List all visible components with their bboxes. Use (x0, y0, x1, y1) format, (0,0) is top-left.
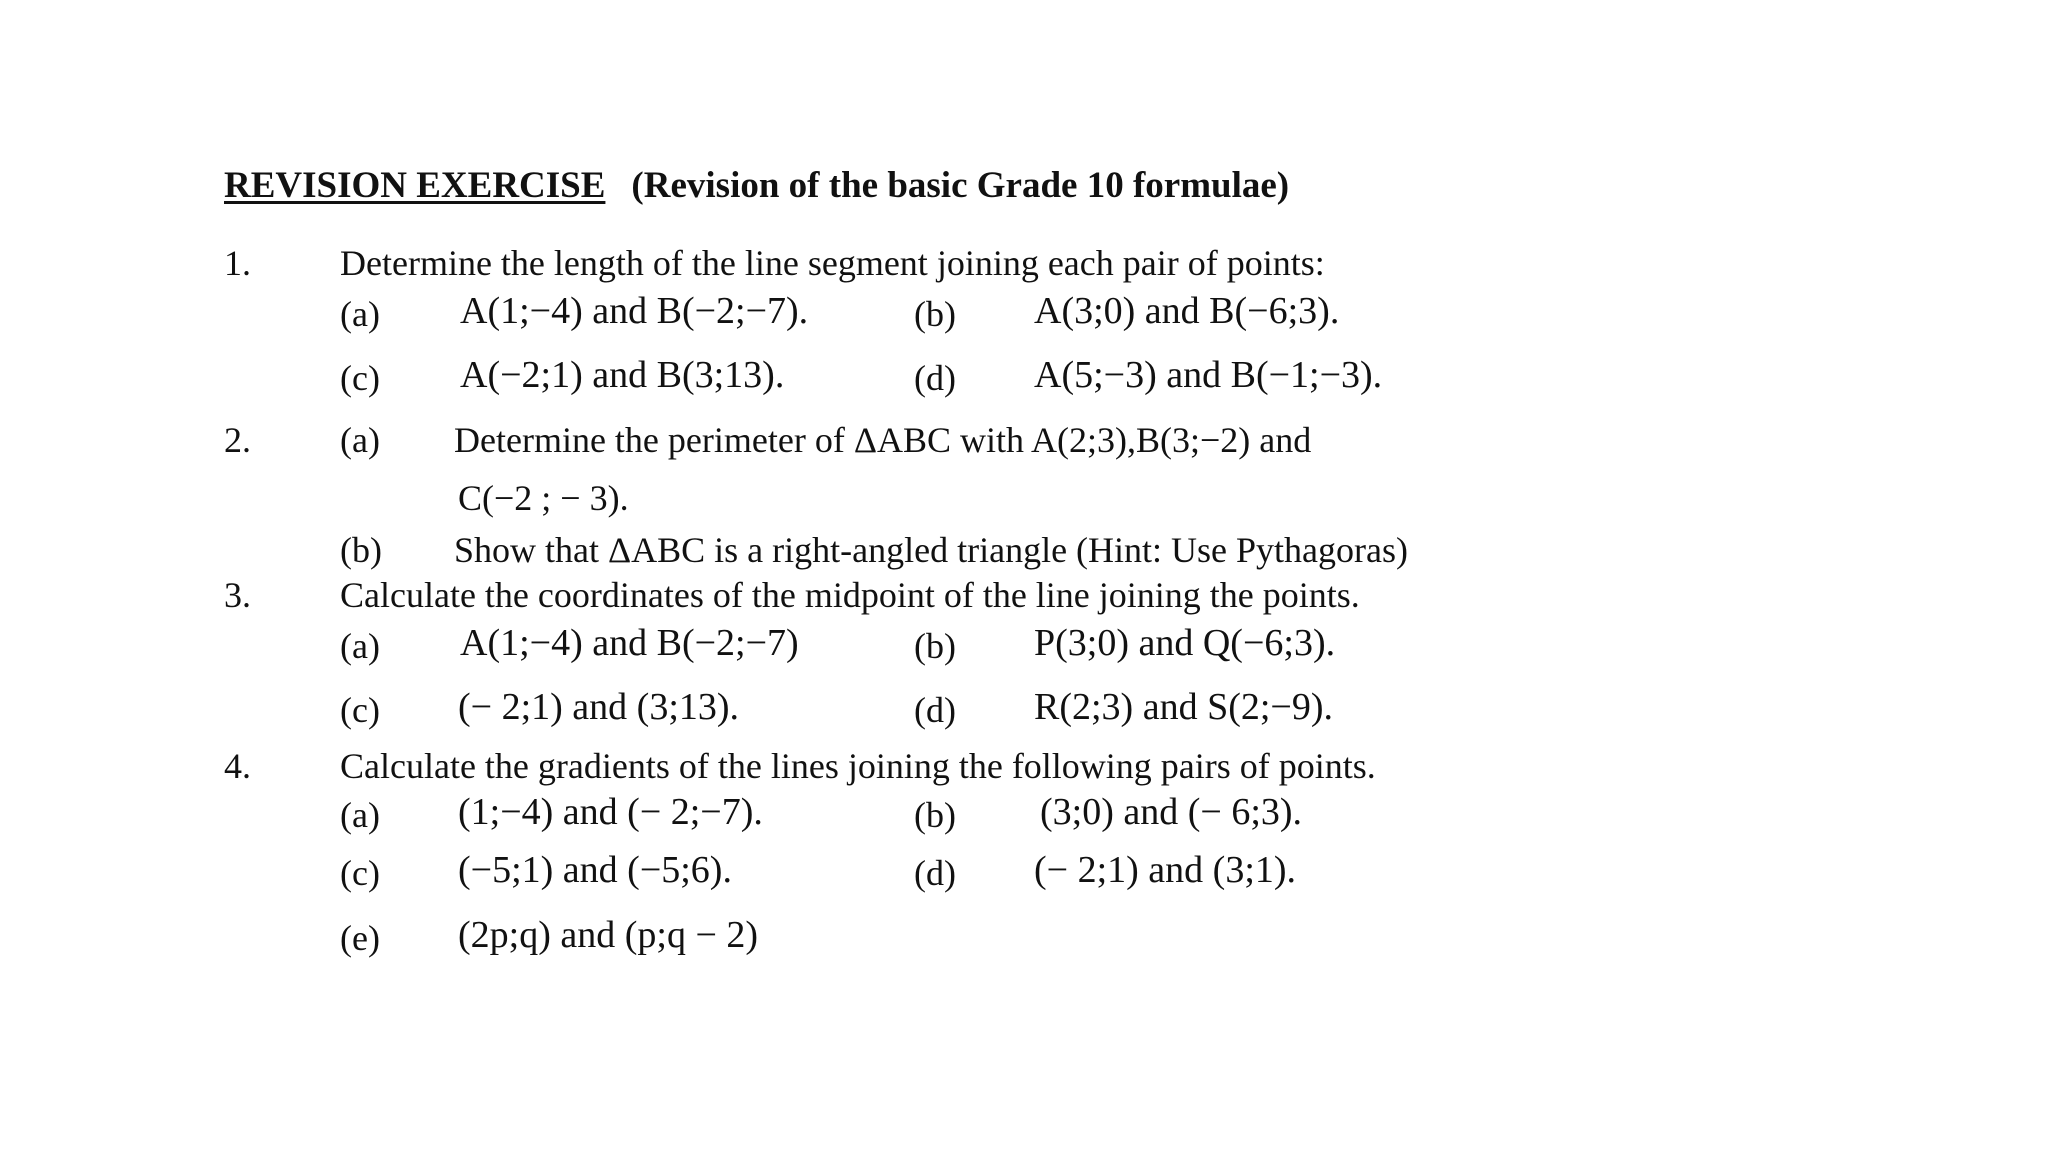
q4-part-a-label: (a) (340, 795, 380, 835)
heading-subtitle: (Revision of the basic Grade 10 formulae) (631, 165, 1290, 206)
q1-part-a-text: A(1;−4) and B(−2;−7). (460, 290, 809, 332)
question-4-number: 4. (224, 746, 251, 786)
page-heading (224, 164, 1289, 207)
q3-part-b-text: P(3;0) and Q(−6;3). (1034, 622, 1336, 664)
question-3-number: 3. (224, 575, 251, 615)
q2-part-a-label: (a) (340, 420, 380, 460)
question-1-number: 1. (224, 243, 251, 283)
q4-part-d-text: (− 2;1) and (3;1). (1034, 849, 1297, 891)
q1-part-a-label: (a) (340, 294, 380, 334)
q3-part-c-label: (c) (340, 690, 380, 730)
q2-part-a-continued: C(−2 ; − 3). (458, 478, 629, 518)
q3-part-a-label: (a) (340, 626, 380, 666)
q3-part-a-text: A(1;−4) and B(−2;−7) (460, 622, 799, 664)
q4-part-b-text: (3;0) and (− 6;3). (1040, 791, 1303, 833)
q1-part-b-text: A(3;0) and B(−6;3). (1034, 290, 1340, 332)
q1-part-b-label: (b) (914, 294, 956, 334)
q1-part-c-label: (c) (340, 358, 380, 398)
question-4-text: Calculate the gradients of the lines joining the following pairs of points. (340, 746, 1376, 786)
q1-part-c-text: A(−2;1) and B(3;13). (460, 354, 785, 396)
q3-part-b-label: (b) (914, 626, 956, 666)
heading-title: REVISION EXERCISE (224, 165, 606, 206)
q4-part-c-label: (c) (340, 853, 380, 893)
q4-part-a-text: (1;−4) and (− 2;−7). (458, 791, 763, 833)
q2-part-b-label: (b) (340, 530, 382, 570)
question-1-text: Determine the length of the line segment joining each pair of points: (340, 243, 1325, 283)
q3-part-c-text: (− 2;1) and (3;13). (458, 686, 740, 728)
q3-part-d-text: R(2;3) and S(2;−9). (1034, 686, 1334, 728)
q4-part-e-text: (2p;q) and (p;q − 2) (458, 914, 759, 956)
q1-part-d-text: A(5;−3) and B(−1;−3). (1034, 354, 1383, 396)
q2-part-b-text: Show that ΔABC is a right-angled triangle (Hint: Use Pythagoras) (454, 530, 1408, 570)
q4-part-e-label: (e) (340, 918, 380, 958)
q3-part-d-label: (d) (914, 690, 956, 730)
q4-part-c-text: (−5;1) and (−5;6). (458, 849, 732, 891)
question-2-number: 2. (224, 420, 251, 460)
question-3-text: Calculate the coordinates of the midpoint of the line joining the points. (340, 575, 1360, 615)
q1-part-d-label: (d) (914, 358, 956, 398)
q4-part-b-label: (b) (914, 795, 956, 835)
q4-part-d-label: (d) (914, 853, 956, 893)
q2-part-a-text: Determine the perimeter of ΔABC with A(2;3),B(3;−2) and (454, 420, 1312, 460)
